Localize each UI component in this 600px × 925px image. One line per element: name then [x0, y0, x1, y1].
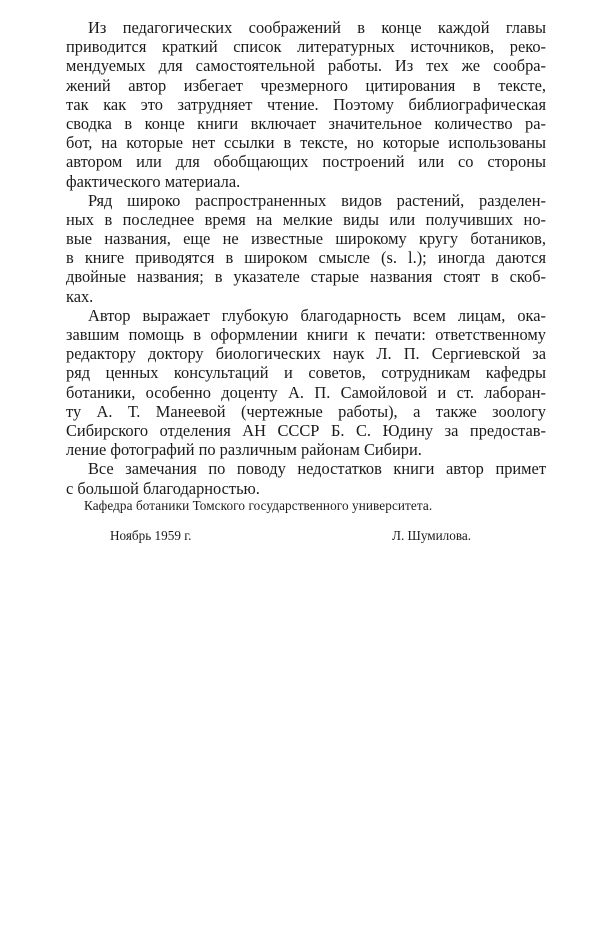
text-line: Все замечания по поводу недостатков книги автор примет [88, 459, 546, 479]
author-signature: Л. Шумилова. [392, 528, 472, 543]
text-line: Сибирского отделения АН СССР Б. С. Юдину за предостав- [66, 420, 546, 440]
text-line: так как это затрудняет чтение. Поэтому библиографическая [66, 94, 546, 114]
text-line: ках. [66, 286, 94, 306]
paragraph-remarks [66, 459, 546, 497]
text-line: сводка в конце книги включает значительное количество ра- [66, 113, 546, 133]
text-line: завшим помощь в оформлении книги к печати: ответственному [66, 325, 546, 344]
text-line: редактору доктору биологических наук Л. П. Сергиевской за [66, 344, 546, 364]
text-line: Автор выражает глубокую благодарность всем лицам, ока- [88, 305, 546, 325]
paragraph-bibliography [66, 18, 546, 191]
text-line: ботаники, особенно доценту А. П. Самойловой и ст. лабoран- [66, 382, 546, 402]
text-line: мендуемых для самостоятельной работы. Из тех же сообра- [66, 56, 546, 76]
preface-text [66, 18, 546, 498]
paragraph-acknowledgements [66, 306, 546, 460]
text-line: ных в последнее время на мелкие виды или получивших но- [66, 209, 546, 229]
text-line: вые названия, еще не известные широкому кругу ботаников, [66, 229, 546, 249]
text-line: жений автор избегает чрезмерного цитирования в тексте, [66, 75, 546, 95]
text-line: в книге приводятся в широком смысле (s. l.); иногда даются [66, 248, 546, 268]
text-line: с большой благодарностью. [66, 478, 260, 498]
text-line: бот, на которые нет ссылки в тексте, но которые использованы [66, 133, 546, 153]
department-signature: Кафедра ботаники Томского государственного университета. [84, 498, 433, 513]
text-line: фактического материала. [66, 171, 241, 191]
text-line: ту А. Т. Манеевой (чертежные работы), а также зоологу [66, 401, 546, 421]
text-line: двойные названия; в указателе старые названия стоят в скоб- [66, 267, 546, 287]
text-line: Из педагогических соображений в конце каждой главы [88, 18, 546, 37]
signature-date: Ноябрь 1959 г. [110, 528, 192, 543]
text-line: автором или для обобщающих построений или со стороны [66, 152, 546, 172]
text-line: ряд ценных консультаций и советов, сотрудникам кафедры [66, 363, 546, 383]
text-line: приводится краткий список литературных источников, реко- [66, 37, 546, 57]
text-line: Ряд широко распространенных видов растений, разделен- [88, 190, 546, 210]
paragraph-species-names [66, 191, 546, 306]
text-line: ление фотографий по различным районам Сибири. [66, 440, 422, 460]
